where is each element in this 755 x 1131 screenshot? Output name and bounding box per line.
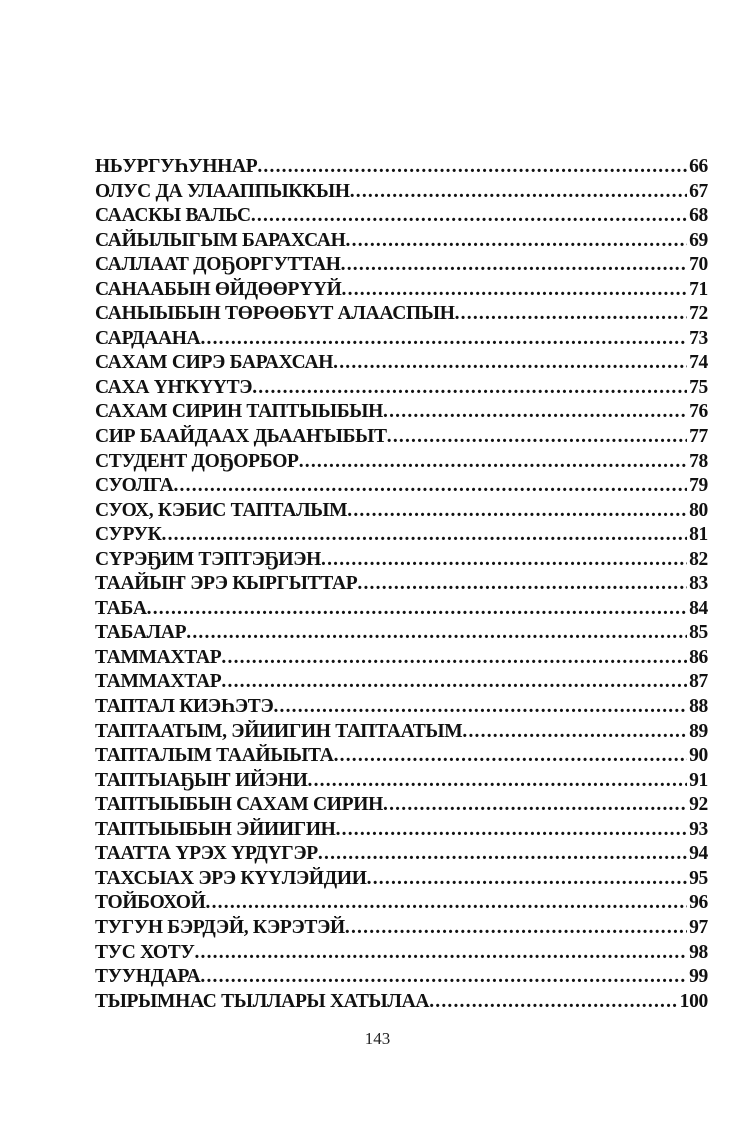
toc-entry-page: 83	[689, 573, 708, 595]
page-number: 143	[364, 1029, 391, 1048]
toc-entry	[95, 229, 708, 254]
toc-entry-title: СУОЛГА	[95, 475, 174, 497]
dot-leader	[336, 818, 688, 843]
toc-entry	[95, 425, 708, 450]
toc-entry-title: ТАХСЫАХ ЭРЭ КҮҮЛЭЙДИИ	[95, 867, 367, 889]
toc-entry-title: ТАБАЛАР	[95, 622, 187, 644]
toc-entry	[95, 572, 708, 597]
table-of-contents	[95, 155, 708, 1014]
dot-leader	[429, 990, 677, 1015]
toc-entry-title: НЬУРГУҺУННАР	[95, 156, 258, 177]
toc-entry-title: ТАПТААТЫМ, ЭЙИИГИН ТАПТААТЫМ	[95, 720, 463, 742]
toc-entry-title: САЛЛААТ ДОҔОРГУТТАН	[95, 254, 341, 276]
toc-entry-page: 90	[689, 745, 708, 767]
toc-entry-page: 85	[689, 622, 708, 644]
dot-leader	[206, 891, 688, 916]
toc-entry-title: СҮРЭҔИМ ТЭПТЭҔИЭН	[95, 548, 321, 570]
toc-entry-title: ТУУНДАРА	[95, 966, 201, 988]
toc-entry	[95, 941, 708, 966]
dot-leader	[200, 965, 687, 990]
toc-entry	[95, 327, 708, 352]
toc-entry-title: ТААЙЫҤ ЭРЭ КЫРГЫТТАР	[95, 573, 358, 595]
toc-entry	[95, 548, 708, 573]
toc-entry-page: 93	[689, 818, 708, 840]
toc-entry-title: ОЛУС ДА УЛААППЫККЫН	[95, 180, 350, 202]
toc-entry	[95, 818, 708, 843]
dot-leader	[318, 842, 687, 867]
toc-entry-title: ТЫРЫМНАС ТЫЛЛАРЫ ХАТЫЛАА	[95, 990, 430, 1012]
toc-entry	[95, 965, 708, 990]
dot-leader	[383, 400, 687, 425]
toc-entry	[95, 278, 708, 303]
toc-entry	[95, 891, 708, 916]
toc-entry	[95, 720, 708, 745]
toc-entry-page: 96	[689, 892, 708, 914]
dot-leader	[334, 744, 688, 769]
toc-entry-title: САНААБЫН ӨЙДӨӨРҮҮЙ	[95, 278, 342, 300]
toc-entry-page: 71	[689, 278, 708, 300]
toc-entry-page: 88	[689, 696, 708, 718]
dot-leader	[221, 670, 687, 695]
toc-entry-page: 79	[689, 475, 708, 497]
dot-leader	[455, 302, 688, 327]
toc-entry-title: САРДААНА	[95, 327, 201, 349]
toc-entry	[95, 450, 708, 475]
toc-entry	[95, 302, 708, 327]
toc-entry-title: САХАМ СИРИН ТАПТЫЫБЫН	[95, 401, 384, 423]
toc-entry-page: 80	[689, 499, 708, 521]
dot-leader	[347, 499, 687, 524]
toc-entry-title: САХА ҮҤКҮҮТЭ	[95, 376, 253, 398]
toc-entry-page: 81	[689, 524, 708, 546]
dot-leader	[200, 327, 687, 352]
toc-entry	[95, 621, 708, 646]
toc-entry	[95, 253, 708, 278]
toc-entry	[95, 474, 708, 499]
toc-entry	[95, 523, 708, 548]
toc-entry-title: ТУГУН БЭРДЭЙ, КЭРЭТЭЙ	[95, 916, 345, 938]
toc-entry-page: 98	[689, 941, 708, 963]
toc-entry	[95, 597, 708, 622]
dot-leader	[341, 253, 687, 278]
toc-entry-title: ТАПТАЛЫМ ТААЙЫЫТА	[95, 745, 334, 767]
toc-entry	[95, 695, 708, 720]
toc-entry	[95, 842, 708, 867]
toc-entry-title: САХАМ СИРЭ БАРАХСАН	[95, 352, 334, 374]
dot-leader	[342, 278, 688, 303]
dot-leader	[194, 941, 687, 966]
toc-entry-title: ТАПТЫАҔЫҤ ИЙЭНИ	[95, 769, 308, 791]
dot-leader	[345, 916, 687, 941]
toc-entry-title: ТОЙБОХОЙ	[95, 892, 206, 914]
dot-leader	[162, 523, 688, 548]
dot-leader	[321, 548, 687, 573]
toc-entry-page: 77	[689, 426, 708, 448]
toc-entry	[95, 646, 708, 671]
dot-leader	[251, 204, 687, 229]
toc-entry-title: СИР БААЙДААХ ДЬААҤЫБЫТ	[95, 426, 387, 448]
toc-entry-page: 91	[689, 769, 708, 791]
toc-entry-page: 67	[689, 180, 708, 202]
dot-leader	[252, 376, 687, 401]
toc-entry-page: 87	[689, 671, 708, 693]
toc-entry-page: 78	[689, 450, 708, 472]
toc-entry	[95, 376, 708, 401]
toc-entry-page: 68	[689, 205, 708, 227]
dot-leader	[147, 597, 687, 622]
toc-entry-page: 72	[689, 303, 708, 325]
toc-entry	[95, 400, 708, 425]
dot-leader	[383, 793, 687, 818]
toc-entry	[95, 916, 708, 941]
dot-leader	[186, 621, 687, 646]
toc-entry	[95, 867, 708, 892]
toc-entry-title: ТАММАХТАР	[95, 646, 222, 668]
toc-entry-page: 99	[689, 966, 708, 988]
dot-leader	[173, 474, 687, 499]
dot-leader	[387, 425, 687, 450]
dot-leader	[257, 155, 687, 180]
toc-entry-page: 95	[689, 867, 708, 889]
toc-entry-page: 82	[689, 548, 708, 570]
toc-entry	[95, 499, 708, 524]
toc-entry-title: САНЫЫБЫН ТӨРӨӨБҮТ АЛААСПЫН	[95, 303, 455, 325]
toc-entry	[95, 793, 708, 818]
dot-leader	[346, 229, 688, 254]
toc-entry	[95, 204, 708, 229]
toc-entry-title: ТАБА	[95, 597, 147, 619]
toc-entry	[95, 670, 708, 695]
toc-entry-page: 70	[689, 254, 708, 276]
toc-entry-page: 74	[689, 352, 708, 374]
toc-entry-page: 86	[689, 646, 708, 668]
toc-entry-title: СУРУК	[95, 524, 162, 546]
toc-entry-page: 66	[689, 156, 708, 177]
toc-entry-title: СААСКЫ ВАЛЬС	[95, 205, 251, 227]
dot-leader	[308, 769, 688, 794]
toc-entry-page: 69	[689, 229, 708, 251]
toc-entry-title: ТААТТА ҮРЭХ ҮРДҮГЭР	[95, 843, 318, 865]
toc-entry	[95, 180, 708, 205]
dot-leader	[367, 867, 687, 892]
dot-leader	[333, 351, 687, 376]
toc-entry	[95, 769, 708, 794]
toc-entry-title: СТУДЕНТ ДОҔОРБОР	[95, 450, 299, 472]
dot-leader	[221, 646, 687, 671]
toc-entry	[95, 744, 708, 769]
dot-leader	[299, 450, 687, 475]
toc-entry-title: ТАПТЫЫБЫН ЭЙИИГИН	[95, 818, 336, 840]
dot-leader	[357, 572, 687, 597]
toc-entry-title: ТАПТАЛ КИЭҺЭТЭ	[95, 696, 274, 718]
toc-entry-page: 92	[689, 794, 708, 816]
toc-entry-title: ТАММАХТАР	[95, 671, 222, 693]
dot-leader	[350, 180, 687, 205]
dot-leader	[273, 695, 687, 720]
toc-entry	[95, 351, 708, 376]
toc-entry-title: ТУС ХОТУ	[95, 941, 195, 963]
toc-entry-page: 89	[689, 720, 708, 742]
toc-entry-page: 97	[689, 916, 708, 938]
toc-entry-title: СУОХ, КЭБИС ТАПТАЛЫМ	[95, 499, 348, 521]
toc-entry-page: 73	[689, 327, 708, 349]
toc-entry-page: 84	[689, 597, 708, 619]
toc-entry-page: 75	[689, 376, 708, 398]
toc-entry-page: 100	[679, 990, 708, 1012]
toc-entry-page: 76	[689, 401, 708, 423]
toc-entry-page: 94	[689, 843, 708, 865]
toc-entry-title: САЙЫЛЫГЫМ БАРАХСАН	[95, 229, 346, 251]
toc-entry	[95, 990, 708, 1015]
dot-leader	[462, 720, 687, 745]
toc-entry	[95, 155, 708, 180]
toc-entry-title: ТАПТЫЫБЫН САХАМ СИРИН	[95, 794, 384, 816]
